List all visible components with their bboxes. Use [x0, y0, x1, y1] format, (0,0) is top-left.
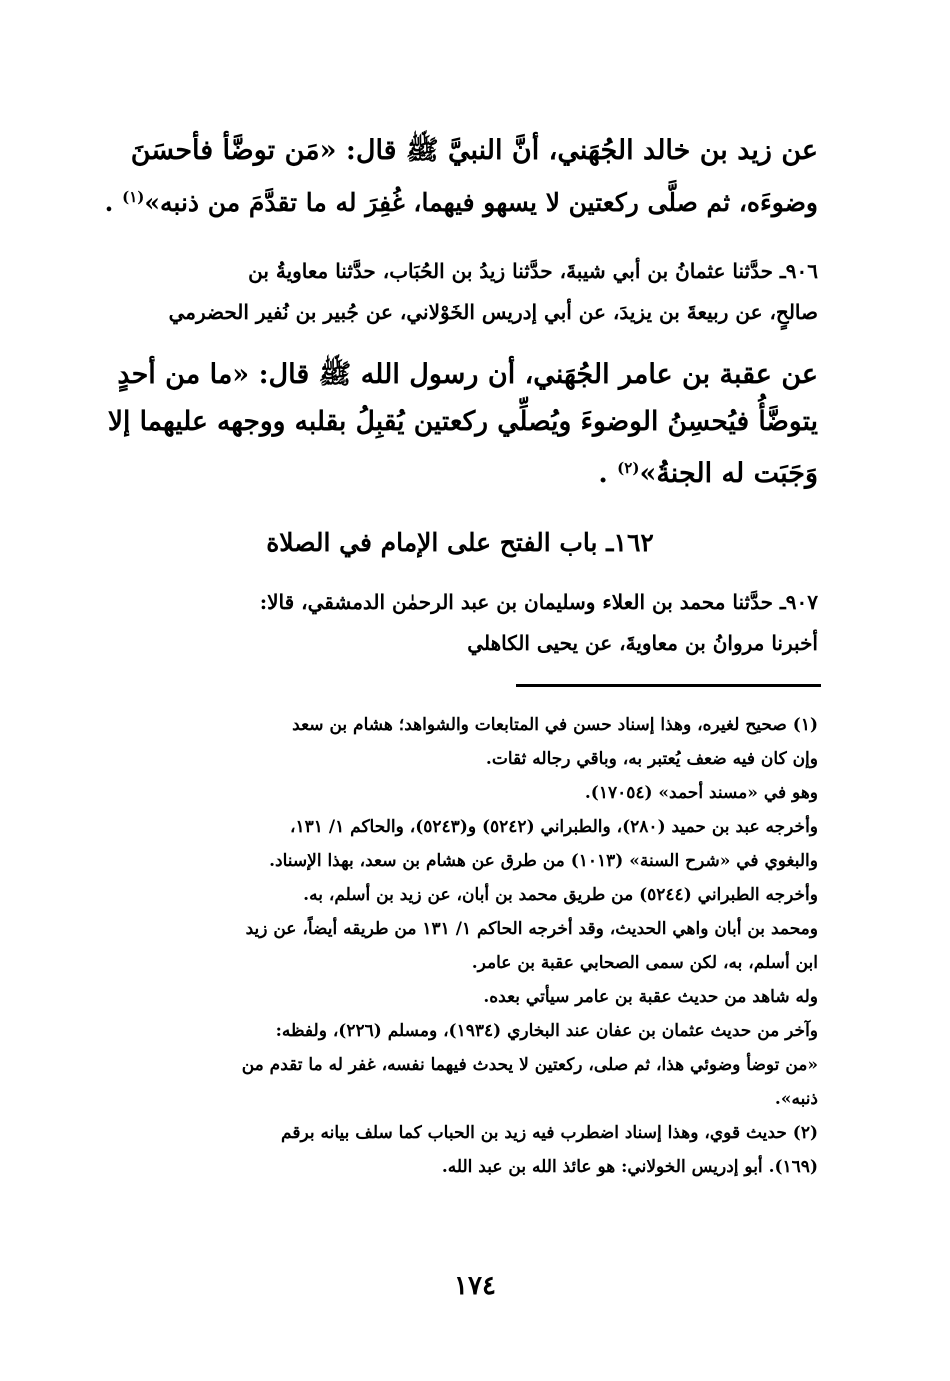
footnote-line: وله شاهد من حديث عقبة بن عامر سيأتي بعده. — [483, 987, 818, 1007]
footnote-line: ذنبه». — [774, 1089, 818, 1109]
text-segment: . — [104, 188, 114, 217]
hadith-905-text — [102, 127, 818, 226]
footnote-line: والبغوي في «شرح السنة» (١٠١٣) من طرق عن هشام بن سعد، بهذا الإسناد. — [269, 851, 818, 871]
footnotes — [102, 708, 818, 1184]
footnote-line: ابن أسلم، به، لكن سمى الصحابي عقبة بن عامر. — [471, 953, 818, 973]
text-segment: وَجَبَت له الجنةُ» — [639, 458, 818, 489]
footnote-line: (١٦٩). أبو إدريس الخولاني: هو عائذ الله بن عبد الله. — [441, 1157, 818, 1177]
text-line: صالحٍ، عن ربيعةَ بن يزيدَ، عن أبي إدريس الخَوْلاني، عن جُبير بن نُفير الحضرمي — [168, 300, 818, 324]
footnote-line: وأخرجه الطبراني (٥٢٤٤) من طريق محمد بن أبان، عن زيد بن أسلم، به. — [303, 885, 818, 905]
footnote-line: وأخرجه عبد بن حميد (٢٨٠)، والطبراني (٥٢٤٢) و(٥٢٤٣)، والحاكم ١/ ١٣١، — [290, 817, 818, 837]
text-line — [102, 445, 818, 497]
text-line: يتوضَّأُ فيُحسِنُ الوضوءَ ويُصلِّي ركعتين يُقبِلُ بقلبه ووجهه عليهما إلا — [107, 406, 818, 437]
text-line: أخبرنا مروانُ بن معاويةَ، عن يحيى الكاهلي — [467, 631, 818, 655]
footnote-ref: (٢) — [617, 459, 640, 477]
text-line: عن عقبة بن عامر الجُهَني، أن رسول الله ﷺ قال: «ما من أحدٍ — [117, 359, 818, 390]
chapter-heading: ١٦٢ـ باب الفتح على الإمام في الصلاة — [266, 528, 654, 557]
footnote-line: وهو في «مسند أحمد» (١٧٠٥٤). — [584, 783, 818, 803]
footnote-line: «من توضأ وضوئي هذا، ثم صلى، ركعتين لا يحدث فيهما نفسه، غفر له ما تقدم من — [241, 1055, 818, 1075]
footnote-line: وإن كان فيه ضعف يُعتبر به، وباقي رجاله ثقات. — [485, 749, 818, 769]
page-number: ١٧٤ — [454, 1271, 496, 1301]
text-line: ٩٠٦ـ حدَّثنا عثمانُ بن أبي شيبةَ، حدَّثنا زيدُ بن الحُبَاب، حدَّثنا معاويةُ بن — [248, 259, 818, 283]
footnote-line: وآخر من حديث عثمان بن عفان عند البخاري (١٩٣٤)، ومسلم (٢٢٦)، ولفظه: — [275, 1021, 818, 1041]
text-line: عن زيد بن خالد الجُهَني، أنَّ النبيَّ ﷺ قال: «مَن توضَّأ فأحسَنَ — [130, 135, 818, 166]
hadith-906-isnad — [102, 251, 818, 333]
text-segment: وضوءَه، ثم صلَّى ركعتين لا يسهو فيهما، غُفِرَ له ما تقدَّمَ من ذنبه» — [144, 188, 818, 217]
text-line: ٩٠٧ـ حدَّثنا محمد بن العلاء وسليمان بن عبد الرحمٰن الدمشقي، قالا: — [259, 590, 818, 614]
text-line — [102, 174, 818, 226]
footnote-separator — [516, 684, 821, 687]
footnote-line: (٢) حديث قوي، وهذا إسناد اضطرب فيه زيد بن الحباب كما سلف بيانه برقم — [281, 1123, 818, 1143]
footnote-line: ومحمد بن أبان واهي الحديث، وقد أخرجه الحاكم ١/ ١٣١ من طريقه أيضاً، عن زيد — [245, 919, 818, 939]
text-segment: . — [598, 458, 608, 489]
hadith-907-isnad — [102, 582, 818, 664]
footnote-ref: (١) — [122, 188, 145, 206]
footnote-line: (١) صحيح لغيره، وهذا إسناد حسن في المتابعات والشواهد؛ هشام بن سعد — [292, 715, 818, 735]
hadith-906-text — [102, 351, 818, 497]
